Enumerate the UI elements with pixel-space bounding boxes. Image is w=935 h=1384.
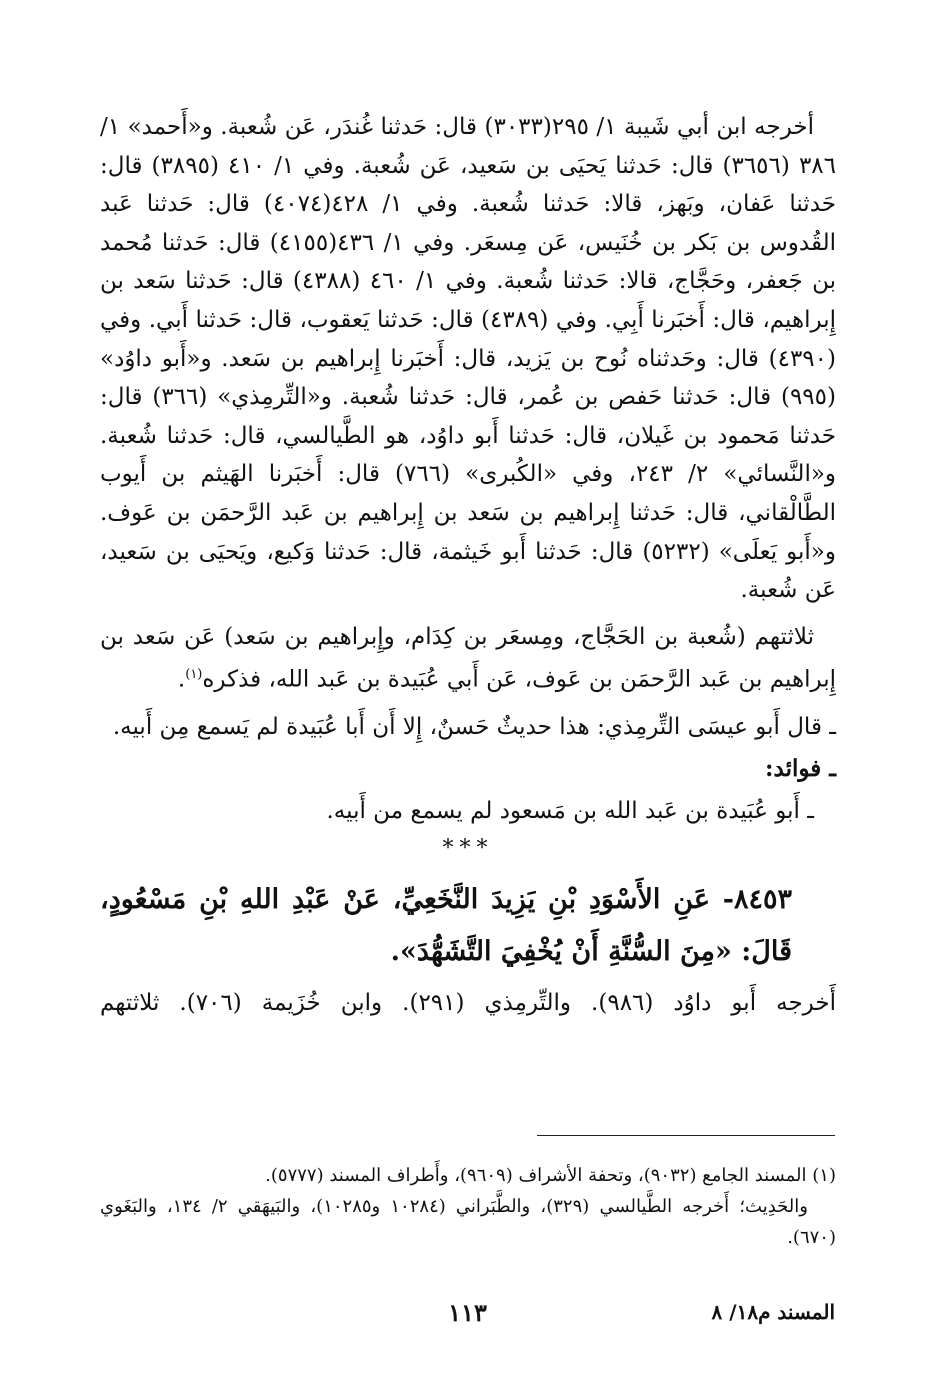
fawaid-item: ـ أَبو عُبَيدة بن عَبد الله بن مَسعود لم يسمع من أَبيه. xyxy=(326,797,814,824)
footnote-2: والحَدِيث؛ أَخرجه الطَّيالسي (٣٢٩)، والطَّبَراني (١٠٢٨٤ و١٠٢٨٥)، والبَيهَقي ٢/ ١٣٤، والبَغَوي (٦٧٠). xyxy=(100,1196,836,1248)
tirmidhi-comment: ـ قال أَبو عيسَى التِّرمِذي: هذا حديثٌ حَسنٌ، إِلا أَن أَبا عُبَيدة لم يَسمع مِن أَبيه. xyxy=(112,713,836,740)
main-text xyxy=(100,108,836,1022)
volume-signature: المسند م١٨/ ٨ xyxy=(711,1300,835,1324)
footnote-1: (١) المسند الجامع (٩٠٣٢)، وتحفة الأشراف (٩٦٠٩)، وأَطراف المسند (٥٧٧٧). xyxy=(265,1165,836,1186)
section-separator: *** xyxy=(442,835,494,861)
footnotes xyxy=(100,1160,836,1253)
chain-summary-text: ثلاثتهم (شُعبة بن الحَجَّاج، ومِسعَر بن كِدَام، وإِبراهيم بن سَعد) عَن سَعد بن إِبراهيم بن عَبد الرَّحمَن بن عَوف، عَن أَبي عُبَيدة بن عَبد الله، فذكره xyxy=(100,623,836,693)
takhrij-paragraph: أخرجه ابن أبي شَيبة ١/ ٢٩٥(٣٠٣٣) قال: حَدثنا غُندَر، عَن شُعبة. و«أَحمد» ١/ ٣٨٦ (٣٦٥٦) قال: حَدثنا يَحيَى بن سَعيد، عَن شُعبة. وفي ١/ ٤١٠ (٣٨٩٥) قال: حَدثنا عَفان، وبَهز، قالا: حَدثنا شُعبة. وفي ١/ ٤٢٨(٤٠٧٤) قال: حَدثنا عَبد القُدوس بن بَكر بن خُنَيس، عَن مِسعَر. وفي ١/ ٤٣٦(٤١٥٥) قال: حَدثنا مُحمد بن جَعفر، وحَجَّاج، قالا: حَدثنا شُعبة. وفي ١/ ٤٦٠ (٤٣٨٨) قال: حَدثنا سَعد بن إِبراهيم، قال: أَخبَرنا أَبِي. وفي (٤٣٨٩) قال: حَدثنا يَعقوب، قال: حَدثنا أَبي. وفي (٤٣٩٠) قال: وحَدثناه نُوح بن يَزيد، قال: أَخبَرنا إِبراهيم بن سَعد. و«أَبو داوُد» (٩٩٥) قال: حَدثنا حَفص بن عُمر، قال: حَدثنا شُعبة. و«التِّرمِذي» (٣٦٦) قال: حَدثنا مَحمود بن غَيلان، قال: حَدثنا أَبو داوُد، هو الطَّيالسي، قال: حَدثنا شُعبة. و«النَّسائي» ٢/ ٢٤٣، وفي «الكُبرى» (٧٦٦) قال: أَخبَرنا الهَيثم بن أَيوب الطَّالْقاني، قال: حَدثنا إِبراهيم بن سَعد بن إِبراهيم بن عَبد الرَّحمَن بن عَوف. و«أَبو يَعلَى» (٥٢٣٢) قال: حَدثنا أَبو خَيثمة، قال: حَدثنا وَكيع، ويَحيَى بن سَعيد، عَن شُعبة. xyxy=(100,114,837,604)
fawaid-heading: ـ فوائد: xyxy=(765,754,836,782)
footnote-reference[interactable]: (١) xyxy=(185,667,203,683)
footnote-divider xyxy=(537,1135,835,1136)
page-number: ١١٣ xyxy=(448,1298,487,1327)
chain-summary-paragraph: ثلاثتهم (شُعبة بن الحَجَّاج، ومِسعَر بن كِدَام، وإِبراهيم بن سَعد) عَن سَعد بن إِبراهيم بن عَبد الرَّحمَن بن عَوف، عَن أَبي عُبَيدة بن عَبد الله، فذكره$^{(١)}$. xyxy=(100,623,836,693)
takhrij-line: أَخرجه أَبو داوُد (٩٨٦). والتِّرمِذي (٢٩١). وابن خُزَيمة (٧٠٦). ثلاثتهم xyxy=(100,989,836,1016)
hadith-text: ٨٤٥٣- عَنِ الأَسْوَدِ بْنِ يَزِيدَ النَّخَعِيِّ، عَنْ عَبْدِ اللهِ بْنِ مَسْعُودٍ، قَالَ: «مِنَ السُّنَّةِ أَنْ يُخْفِيَ التَّشَهُّدَ». xyxy=(100,883,792,967)
